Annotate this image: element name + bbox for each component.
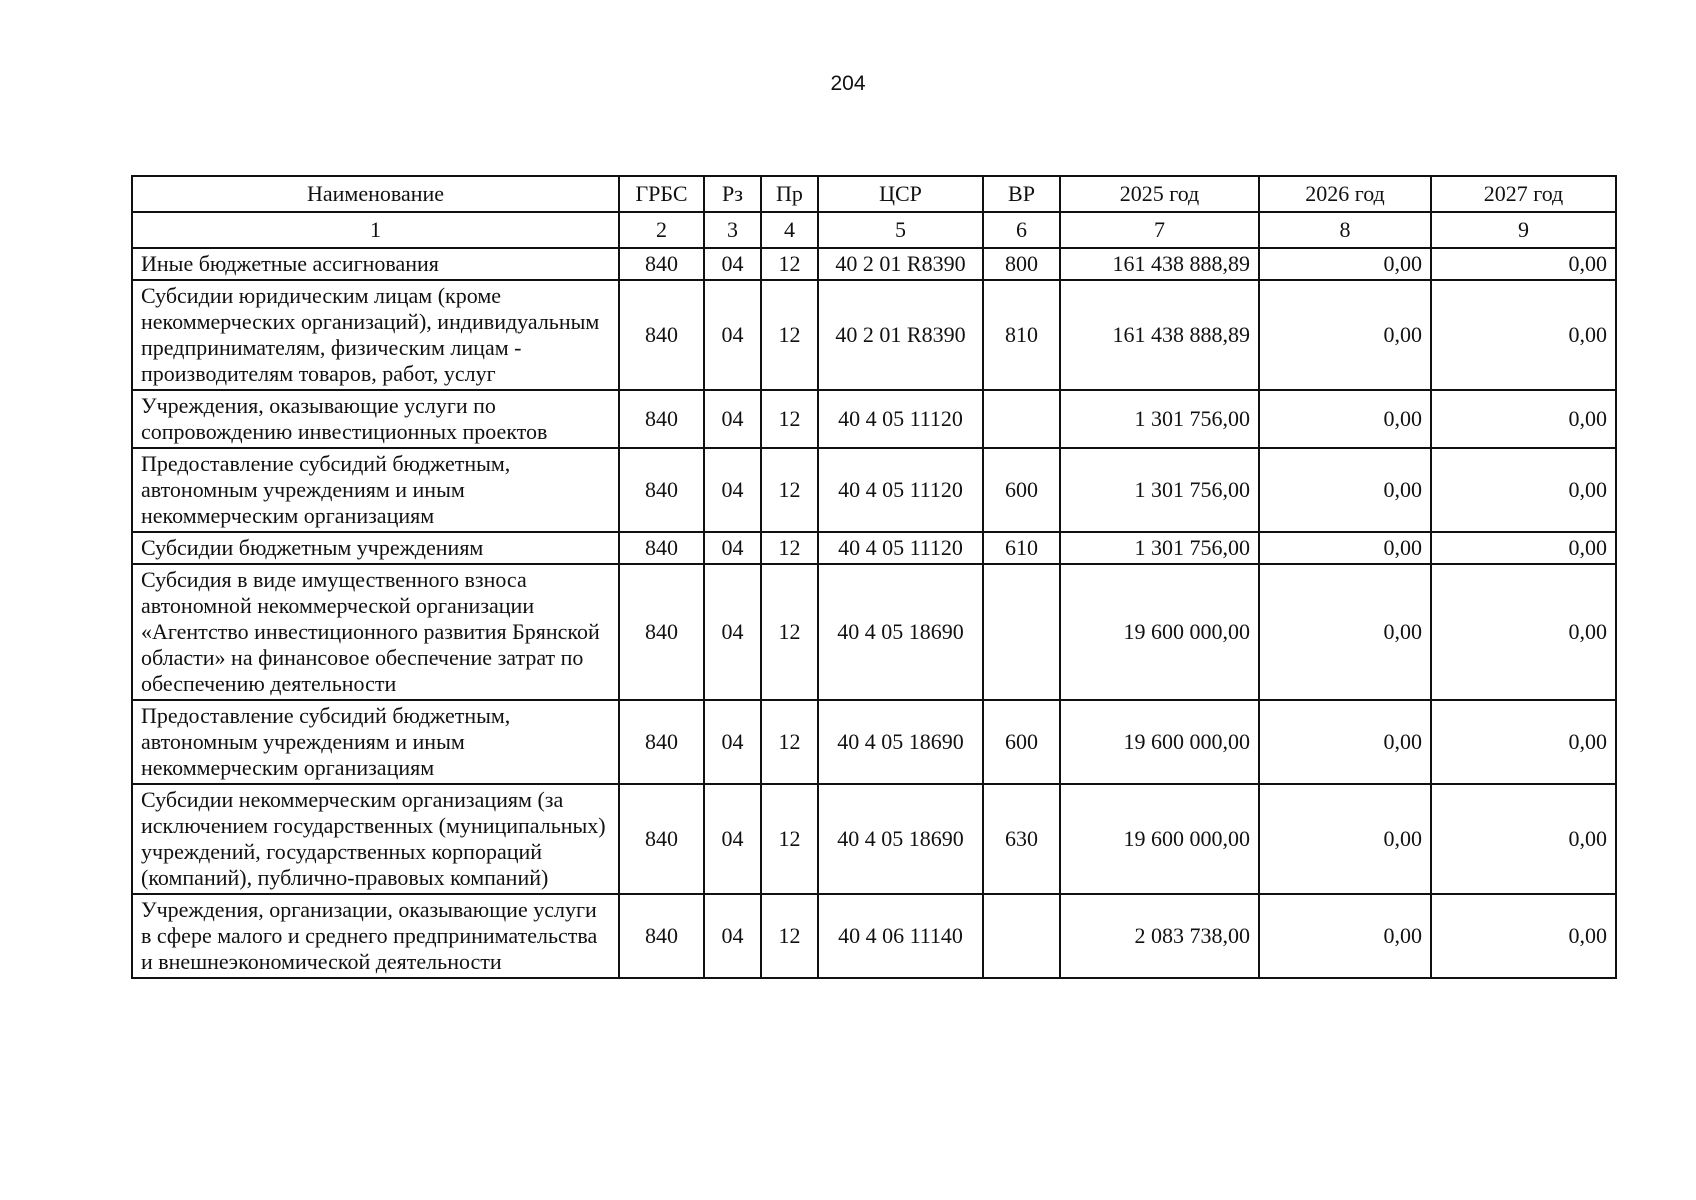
cell-vr: 800 bbox=[983, 248, 1060, 280]
cell-name: Субсидии юридическим лицам (кроме некоммерческих организаций), индивидуальным предпринимателям, физическим лицам - производителям товаров, работ, услуг bbox=[132, 280, 619, 390]
cell-2026: 0,00 bbox=[1259, 280, 1431, 390]
header-2026: 2026 год bbox=[1259, 176, 1431, 212]
cell-2026: 0,00 bbox=[1259, 448, 1431, 532]
cell-name: Учреждения, оказывающие услуги по сопровождению инвестиционных проектов bbox=[132, 390, 619, 448]
cell-rz: 04 bbox=[704, 784, 761, 894]
cell-2027: 0,00 bbox=[1431, 390, 1616, 448]
cell-2025: 1 301 756,00 bbox=[1060, 532, 1259, 564]
table-row bbox=[132, 700, 1616, 784]
cell-2027: 0,00 bbox=[1431, 564, 1616, 700]
cell-2025: 161 438 888,89 bbox=[1060, 280, 1259, 390]
cell-rz: 04 bbox=[704, 390, 761, 448]
table-row bbox=[132, 532, 1616, 564]
header-pr: Пр bbox=[761, 176, 818, 212]
cell-rz: 04 bbox=[704, 280, 761, 390]
cell-2025: 19 600 000,00 bbox=[1060, 784, 1259, 894]
cell-pr: 12 bbox=[761, 280, 818, 390]
cell-vr: 610 bbox=[983, 532, 1060, 564]
cell-2026: 0,00 bbox=[1259, 564, 1431, 700]
cell-pr: 12 bbox=[761, 564, 818, 700]
cell-2025: 1 301 756,00 bbox=[1060, 448, 1259, 532]
cell-pr: 12 bbox=[761, 700, 818, 784]
cell-grbs: 840 bbox=[619, 280, 704, 390]
table-row bbox=[132, 894, 1616, 978]
cell-vr: 630 bbox=[983, 784, 1060, 894]
header-row bbox=[132, 176, 1616, 212]
cell-2025: 1 301 756,00 bbox=[1060, 390, 1259, 448]
cell-csr: 40 4 05 11120 bbox=[818, 448, 983, 532]
column-number: 5 bbox=[818, 212, 983, 248]
cell-name: Учреждения, организации, оказывающие услуги в сфере малого и среднего предпринимательства и внешнеэкономической деятельности bbox=[132, 894, 619, 978]
column-number: 7 bbox=[1060, 212, 1259, 248]
column-number: 3 bbox=[704, 212, 761, 248]
cell-vr bbox=[983, 390, 1060, 448]
cell-rz: 04 bbox=[704, 532, 761, 564]
cell-name: Субсидии некоммерческим организациям (за исключением государственных (муниципальных) учреждений, государственных корпораций (компаний), публично-правовых компаний) bbox=[132, 784, 619, 894]
cell-vr: 600 bbox=[983, 700, 1060, 784]
budget-table bbox=[131, 175, 1617, 979]
cell-vr: 600 bbox=[983, 448, 1060, 532]
cell-grbs: 840 bbox=[619, 784, 704, 894]
cell-grbs: 840 bbox=[619, 248, 704, 280]
cell-rz: 04 bbox=[704, 248, 761, 280]
header-2025: 2025 год bbox=[1060, 176, 1259, 212]
cell-name: Субсидии бюджетным учреждениям bbox=[132, 532, 619, 564]
cell-2026: 0,00 bbox=[1259, 248, 1431, 280]
column-number: 4 bbox=[761, 212, 818, 248]
table-row bbox=[132, 390, 1616, 448]
table-row bbox=[132, 280, 1616, 390]
cell-pr: 12 bbox=[761, 894, 818, 978]
cell-csr: 40 4 05 18690 bbox=[818, 700, 983, 784]
cell-rz: 04 bbox=[704, 894, 761, 978]
cell-pr: 12 bbox=[761, 390, 818, 448]
cell-2027: 0,00 bbox=[1431, 248, 1616, 280]
cell-2025: 19 600 000,00 bbox=[1060, 700, 1259, 784]
cell-2026: 0,00 bbox=[1259, 532, 1431, 564]
cell-name: Предоставление субсидий бюджетным, автономным учреждениям и иным некоммерческим организациям bbox=[132, 700, 619, 784]
table-row bbox=[132, 784, 1616, 894]
cell-csr: 40 4 05 11120 bbox=[818, 532, 983, 564]
cell-2027: 0,00 bbox=[1431, 700, 1616, 784]
cell-2026: 0,00 bbox=[1259, 894, 1431, 978]
cell-pr: 12 bbox=[761, 248, 818, 280]
cell-pr: 12 bbox=[761, 448, 818, 532]
table-row bbox=[132, 448, 1616, 532]
page-number: 204 bbox=[830, 72, 866, 95]
cell-csr: 40 4 05 18690 bbox=[818, 564, 983, 700]
table-row bbox=[132, 248, 1616, 280]
cell-2026: 0,00 bbox=[1259, 390, 1431, 448]
cell-rz: 04 bbox=[704, 700, 761, 784]
cell-csr: 40 4 05 11120 bbox=[818, 390, 983, 448]
column-number: 8 bbox=[1259, 212, 1431, 248]
column-number-row bbox=[132, 212, 1616, 248]
cell-grbs: 840 bbox=[619, 564, 704, 700]
cell-pr: 12 bbox=[761, 784, 818, 894]
cell-csr: 40 2 01 R8390 bbox=[818, 280, 983, 390]
cell-grbs: 840 bbox=[619, 700, 704, 784]
cell-rz: 04 bbox=[704, 448, 761, 532]
header-2027: 2027 год bbox=[1431, 176, 1616, 212]
cell-grbs: 840 bbox=[619, 532, 704, 564]
cell-2025: 19 600 000,00 bbox=[1060, 564, 1259, 700]
cell-grbs: 840 bbox=[619, 894, 704, 978]
cell-2025: 2 083 738,00 bbox=[1060, 894, 1259, 978]
column-number: 9 bbox=[1431, 212, 1616, 248]
cell-2026: 0,00 bbox=[1259, 784, 1431, 894]
header-name: Наименование bbox=[132, 176, 619, 212]
cell-2027: 0,00 bbox=[1431, 448, 1616, 532]
column-number: 1 bbox=[132, 212, 619, 248]
cell-name: Предоставление субсидий бюджетным, автономным учреждениям и иным некоммерческим организациям bbox=[132, 448, 619, 532]
cell-2026: 0,00 bbox=[1259, 700, 1431, 784]
cell-2027: 0,00 bbox=[1431, 784, 1616, 894]
column-number: 2 bbox=[619, 212, 704, 248]
cell-grbs: 840 bbox=[619, 390, 704, 448]
cell-2025: 161 438 888,89 bbox=[1060, 248, 1259, 280]
cell-vr bbox=[983, 894, 1060, 978]
cell-name: Субсидия в виде имущественного взноса автономной некоммерческой организации «Агентство инвестиционного развития Брянской области» на финансовое обеспечение затрат по обеспечению деятельности bbox=[132, 564, 619, 700]
cell-csr: 40 4 05 18690 bbox=[818, 784, 983, 894]
cell-csr: 40 4 06 11140 bbox=[818, 894, 983, 978]
header-csr: ЦСР bbox=[818, 176, 983, 212]
cell-2027: 0,00 bbox=[1431, 894, 1616, 978]
cell-csr: 40 2 01 R8390 bbox=[818, 248, 983, 280]
header-grbs: ГРБС bbox=[619, 176, 704, 212]
cell-rz: 04 bbox=[704, 564, 761, 700]
cell-pr: 12 bbox=[761, 532, 818, 564]
cell-vr bbox=[983, 564, 1060, 700]
cell-vr: 810 bbox=[983, 280, 1060, 390]
cell-2027: 0,00 bbox=[1431, 532, 1616, 564]
cell-2027: 0,00 bbox=[1431, 280, 1616, 390]
header-rz: Рз bbox=[704, 176, 761, 212]
cell-name: Иные бюджетные ассигнования bbox=[132, 248, 619, 280]
column-number: 6 bbox=[983, 212, 1060, 248]
cell-grbs: 840 bbox=[619, 448, 704, 532]
header-vr: ВР bbox=[983, 176, 1060, 212]
table-row bbox=[132, 564, 1616, 700]
